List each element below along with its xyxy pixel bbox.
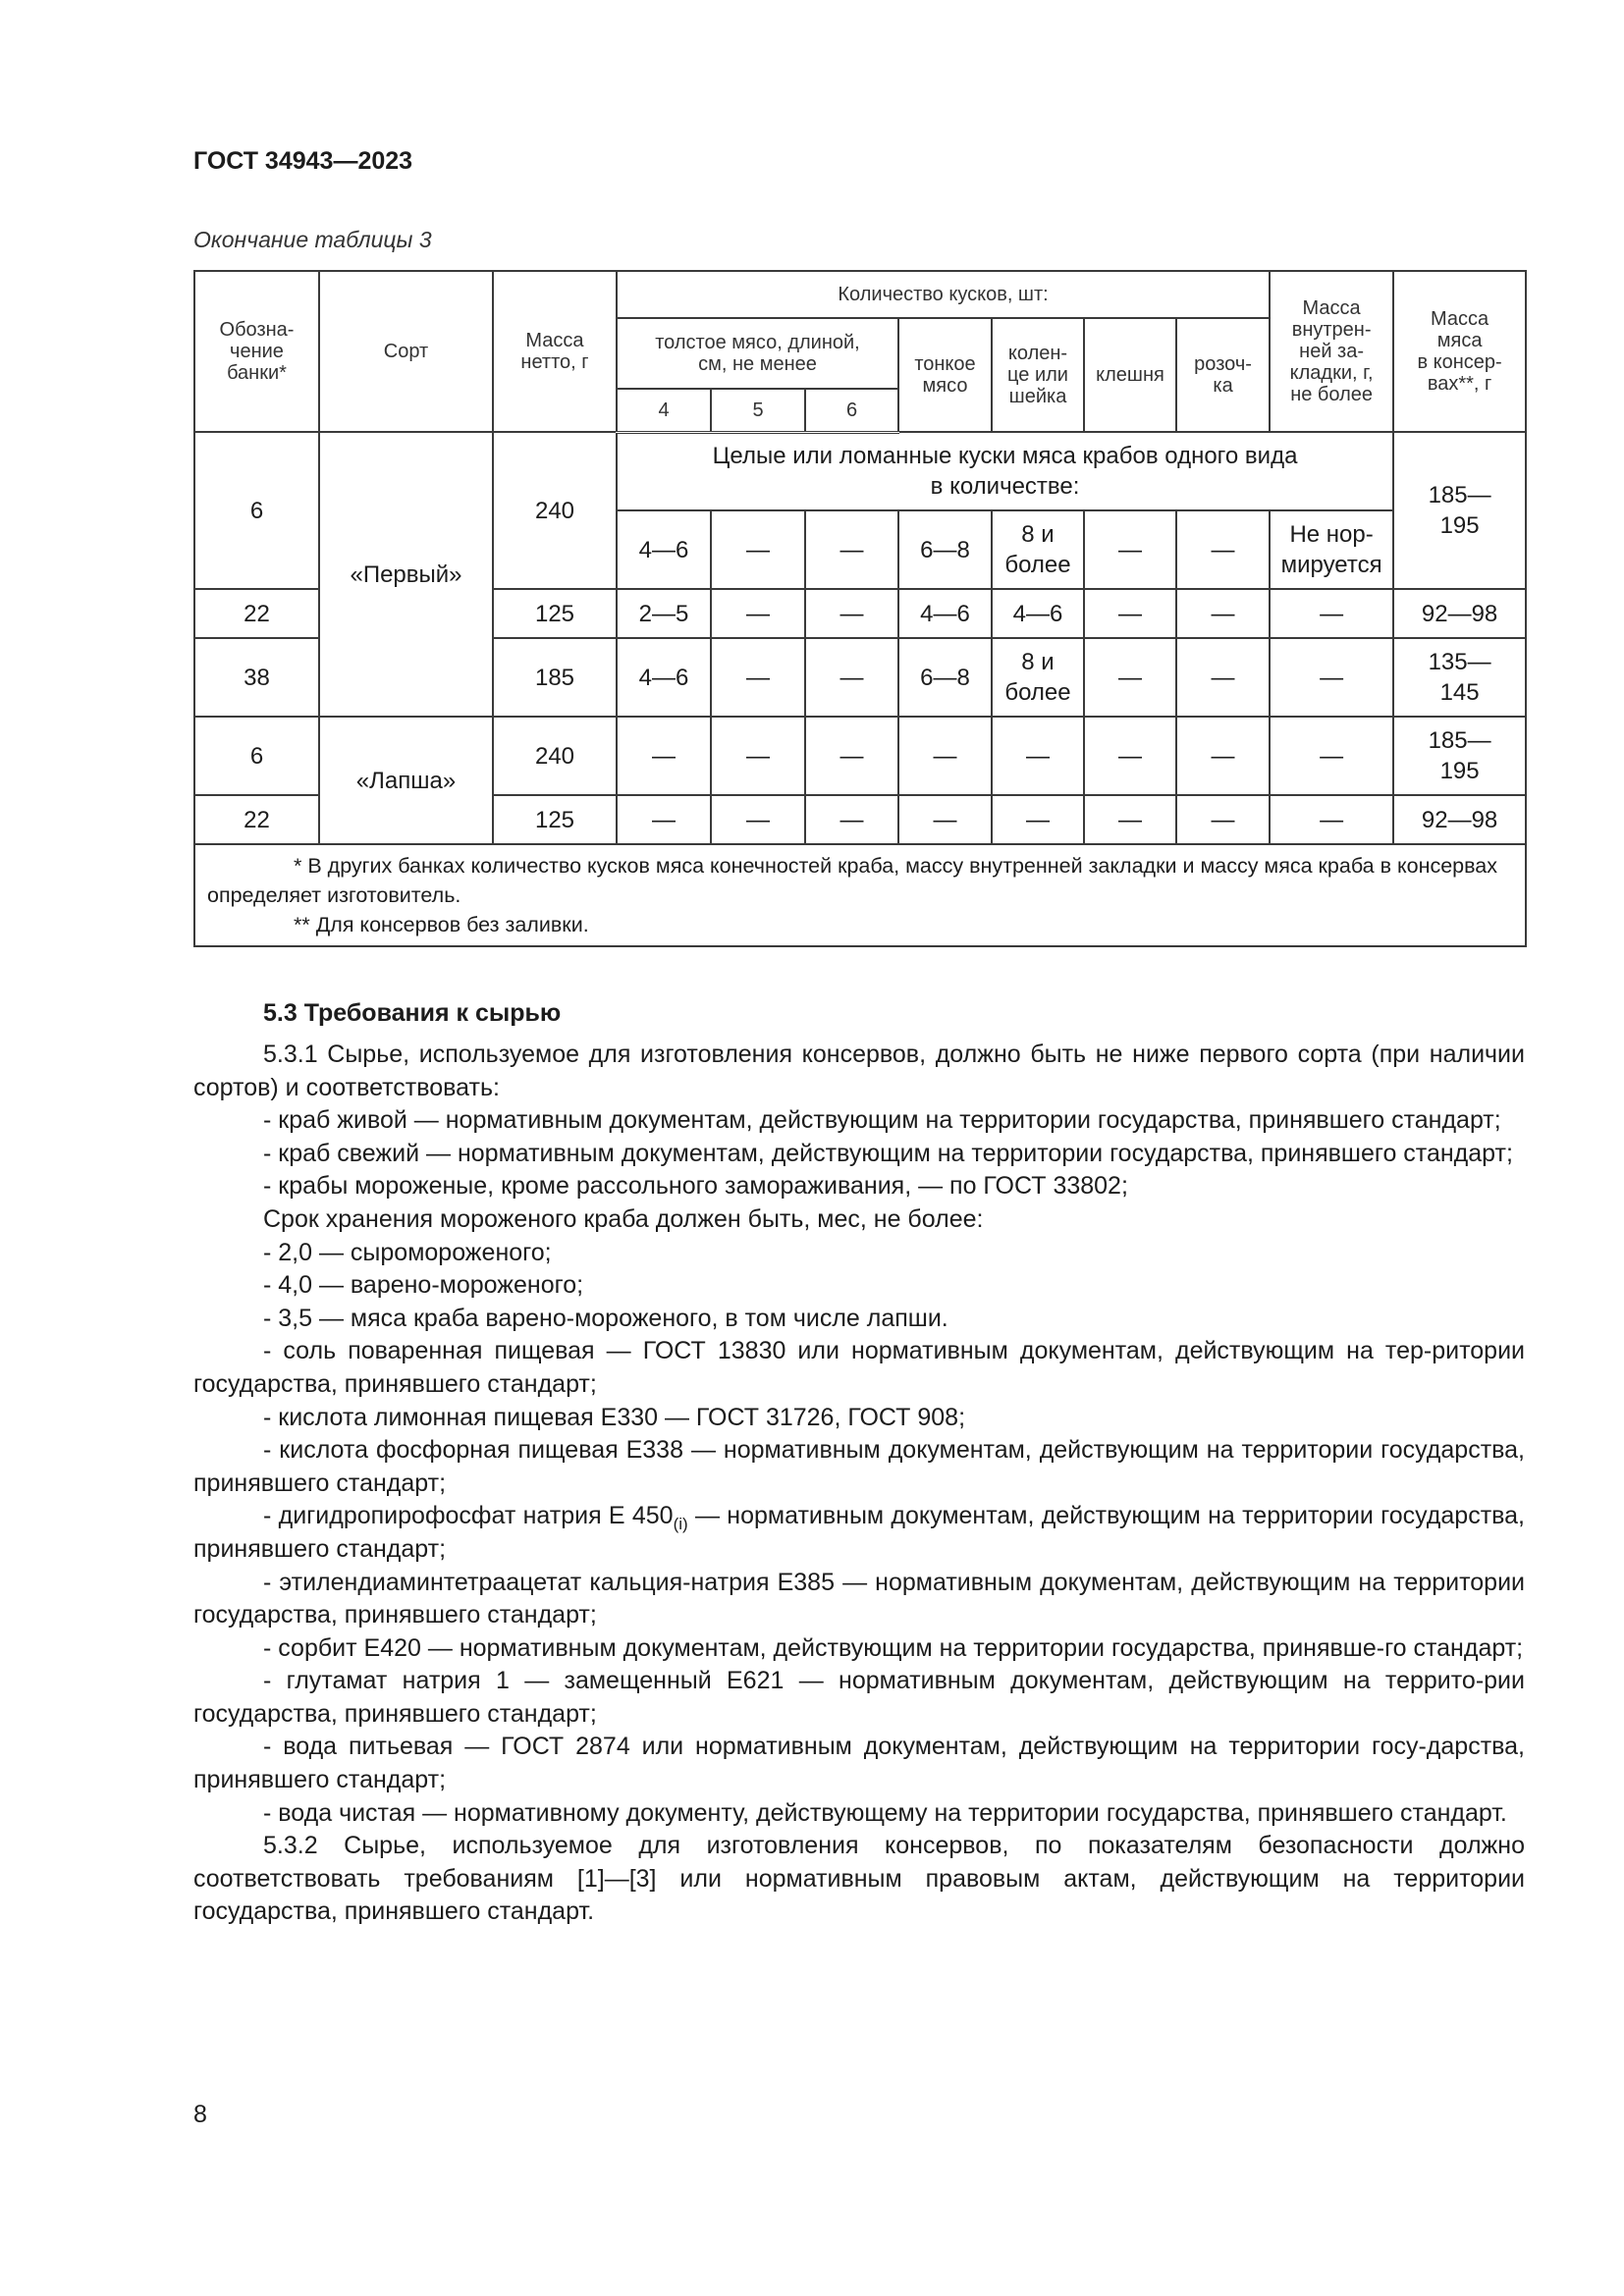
table-cell: —	[898, 795, 992, 844]
table-cell: 8 и более	[992, 510, 1084, 589]
paragraph: 5.3.2 Сырье, используемое для изготовления консервов, по показателям безопасности должно соответствовать требованиям [1]—[3] или нормативным правовым актам, действующим на территории государства, принявшего стандарт.	[193, 1832, 1525, 1926]
table-cell: —	[805, 717, 898, 795]
table-cell: —	[1084, 510, 1176, 589]
paragraph: - краб живой — нормативным документам, действующим на территории государства, принявшего стандарт;	[263, 1106, 1501, 1135]
footnote-1: * В других банках количество кусков мяса конечностей краба, массу внутренней закладки и массу мяса краба в консервах определяет изготовитель.	[207, 854, 1498, 907]
header-thick-meat: толстое мясо, длиной, см, не менее	[617, 318, 898, 389]
footnote-2: ** Для консервов без заливки.	[294, 913, 589, 936]
table-cell: —	[1176, 717, 1270, 795]
table-cell: 2—5	[617, 589, 711, 638]
table-cell: —	[1084, 795, 1176, 844]
table-cell: —	[1176, 589, 1270, 638]
table-3	[193, 270, 1527, 947]
paragraph: 5.3.1 Сырье, используемое для изготовления консервов, должно быть не ниже первого сорта (при наличии сортов) и соответствовать:	[193, 1041, 1525, 1101]
header-pieces-count: Количество кусков, шт:	[617, 271, 1270, 318]
table-cell: 22	[194, 589, 319, 638]
table-cell: 240	[493, 717, 617, 795]
table-cell: —	[711, 795, 805, 844]
header-inner-mass: Масса внутрен- ней за- кладки, г, не более	[1270, 271, 1393, 432]
table-cell: 92—98	[1393, 795, 1526, 844]
table-cell: —	[1270, 795, 1393, 844]
table-cell: 4—6	[898, 589, 992, 638]
table-cell: —	[805, 510, 898, 589]
table-cell: 240	[493, 432, 617, 589]
header-designation: Обозна- чение банки*	[194, 271, 319, 432]
header-knee: колен- це или шейка	[992, 318, 1084, 432]
table-cell: 135— 145	[1393, 638, 1526, 717]
table-cell: —	[1084, 717, 1176, 795]
paragraph: - глутамат натрия 1 — замещенный Е621 — нормативным документам, действующим на террито-рии государства, принявшего стандарт;	[193, 1667, 1525, 1728]
table-cell: —	[711, 510, 805, 589]
page-number: 8	[193, 2101, 207, 2128]
header-length-4: 4	[617, 389, 711, 432]
header-length-5: 5	[711, 389, 805, 432]
grade-noodle: «Лапша»	[319, 717, 493, 844]
table-cell: 185— 195	[1393, 717, 1526, 795]
header-rozochka: розоч- ка	[1176, 318, 1270, 432]
paragraph: - крабы мороженые, кроме рассольного замораживания, — по ГОСТ 33802;	[263, 1172, 1128, 1201]
table-cell: —	[711, 589, 805, 638]
paragraph: - кислота фосфорная пищевая Е338 — нормативным документам, действующим на территории государства, принявшего стандарт;	[193, 1436, 1525, 1497]
table-cell: —	[992, 795, 1084, 844]
document-header: ГОСТ 34943—2023	[193, 147, 413, 175]
table-cell: 92—98	[1393, 589, 1526, 638]
paragraph: - 2,0 — сыромороженого;	[263, 1238, 552, 1266]
table-cell: —	[1270, 589, 1393, 638]
table-cell: —	[805, 795, 898, 844]
table-footnotes	[194, 844, 1526, 946]
header-thin-meat: тонкое мясо	[898, 318, 992, 432]
header-length-6: 6	[805, 389, 898, 432]
paragraph: - 3,5 — мяса краба варено-мороженого, в том числе лапши.	[263, 1304, 948, 1332]
table-cell: —	[617, 717, 711, 795]
table-cell: 38	[194, 638, 319, 717]
paragraph: - этилендиаминтетраацетат кальция-натрия Е385 — нормативным документам, действующим на территории государства, принявшего стандарт;	[193, 1568, 1525, 1629]
table-cell: —	[1084, 638, 1176, 717]
header-meat-mass: Масса мяса в консер- вах**, г	[1393, 271, 1526, 432]
header-grade: Сорт	[319, 271, 493, 432]
pieces-note: Целые или ломанные куски мяса крабов одного вида в количестве:	[617, 432, 1393, 510]
table-cell: 22	[194, 795, 319, 844]
table-cell: —	[1084, 589, 1176, 638]
table-cell: —	[805, 638, 898, 717]
table-cell: —	[617, 795, 711, 844]
table-cell: —	[992, 717, 1084, 795]
table-cell: 125	[493, 589, 617, 638]
table-caption: Окончание таблицы 3	[193, 227, 432, 252]
table-cell: 4—6	[617, 638, 711, 717]
section-body	[193, 1039, 1525, 1929]
section-heading: 5.3 Требования к сырью	[263, 999, 562, 1027]
table-cell: —	[1176, 795, 1270, 844]
table-cell: 4—6	[992, 589, 1084, 638]
table-cell: 8 и более	[992, 638, 1084, 717]
table-cell: —	[898, 717, 992, 795]
table-cell: —	[711, 717, 805, 795]
table-cell: 6	[194, 432, 319, 589]
paragraph: Срок хранения мороженого краба должен быть, мес, не более:	[263, 1204, 984, 1233]
table-cell: 185— 195	[1393, 432, 1526, 589]
table-cell: —	[1270, 638, 1393, 717]
table-cell: 6—8	[898, 638, 992, 717]
paragraph: - кислота лимонная пищевая Е330 — ГОСТ 31726, ГОСТ 908;	[263, 1403, 966, 1431]
paragraph: - дигидропирофосфат натрия Е $450_{(i)}$ — нормативным документам, действующим на территории государства, принявшего стандарт;	[193, 1502, 1525, 1563]
table-cell: 6	[194, 717, 319, 795]
table-cell: 185	[493, 638, 617, 717]
paragraph: - соль поваренная пищевая — ГОСТ 13830 или нормативным документам, действующим на тер-ритории государства, принявшего стандарт;	[193, 1337, 1525, 1398]
table-cell: —	[805, 589, 898, 638]
header-claw: клешня	[1084, 318, 1176, 432]
table-cell: —	[711, 638, 805, 717]
paragraph: - краб свежий — нормативным документам, действующим на территории государства, принявшего стандарт;	[263, 1139, 1513, 1167]
table-cell: Не нор- мируется	[1270, 510, 1393, 589]
paragraph: - вода чистая — нормативному документу, действующему на территории государства, принявшего стандарт.	[263, 1798, 1507, 1827]
grade-first: «Первый»	[319, 432, 493, 717]
table-cell: 125	[493, 795, 617, 844]
paragraph: - сорбит Е420 — нормативным документам, действующим на территории государства, принявше-го стандарт;	[263, 1633, 1524, 1662]
table-cell: —	[1176, 638, 1270, 717]
table-cell: 4—6	[617, 510, 711, 589]
table-cell: —	[1270, 717, 1393, 795]
paragraph: - вода питьевая — ГОСТ 2874 или нормативным документам, действующим на территории госу-дарства, принявшего стандарт;	[193, 1733, 1525, 1794]
header-net-mass: Масса нетто, г	[493, 271, 617, 432]
table-cell: —	[1176, 510, 1270, 589]
table-cell: 6—8	[898, 510, 992, 589]
paragraph: - 4,0 — варено-мороженого;	[263, 1271, 584, 1300]
